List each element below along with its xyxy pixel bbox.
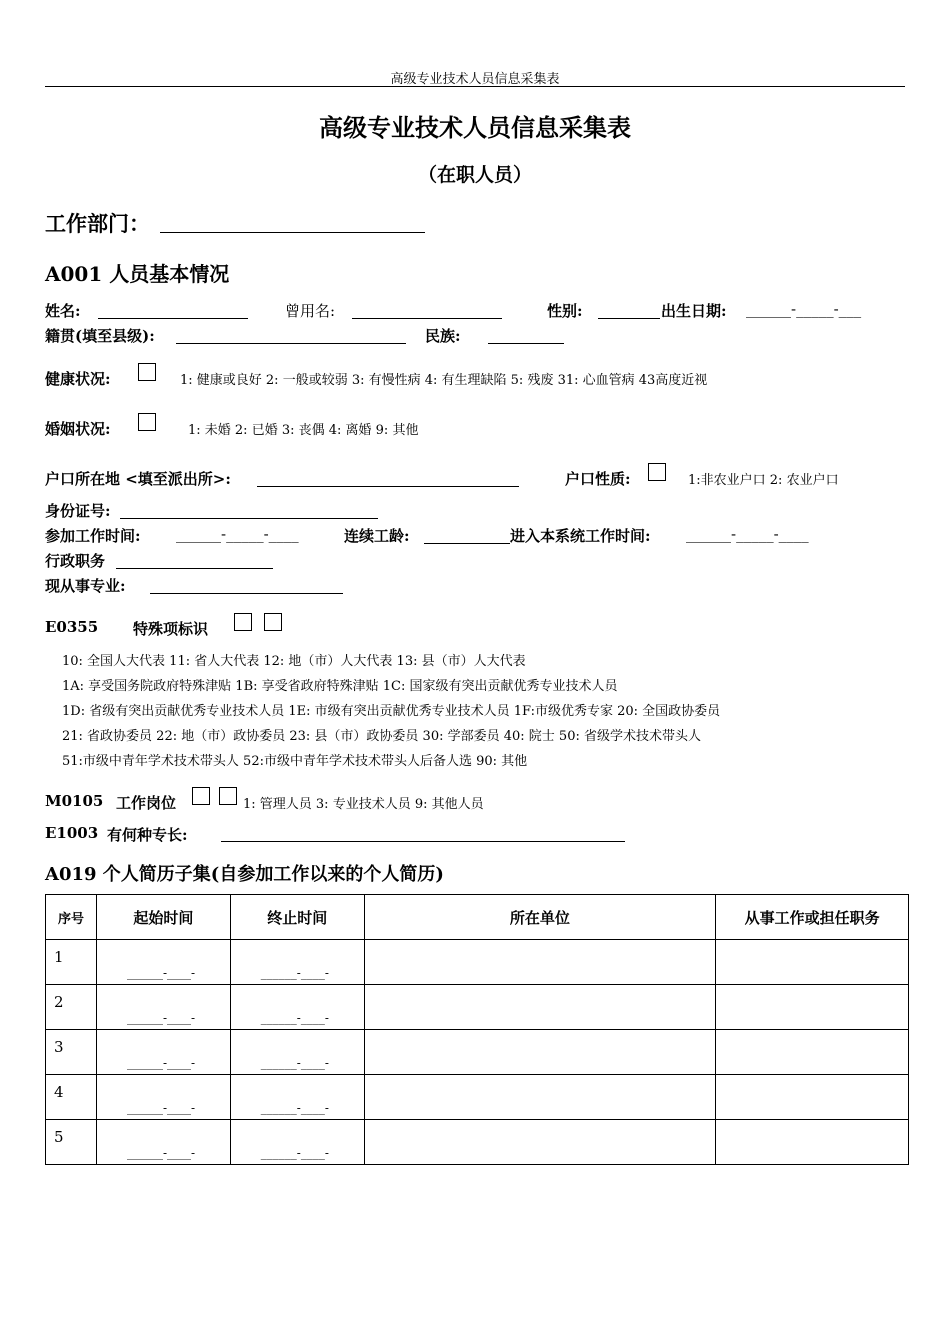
name-label: 姓名: [45, 302, 81, 320]
e0355-line-2: 1A: 享受国务院政府特殊津贴 1B: 享受省政府特殊津贴 1C: 国家级有突出贡献优秀专业技术人员 [62, 679, 618, 694]
work-start-label: 参加工作时间: [45, 527, 141, 545]
table-row [46, 1075, 909, 1120]
end-time-cell[interactable]: ______-____- [230, 940, 364, 985]
section-a019-heading: A019 个人简历子集(自参加工作以来的个人简历) [45, 864, 444, 885]
e1003-label: 有何种专长: [107, 826, 188, 844]
system-entry-label: 进入本系统工作时间: [510, 527, 651, 545]
resume-table [45, 894, 909, 1165]
position-cell[interactable] [716, 985, 909, 1030]
page-subtitle: （在职人员） [417, 164, 532, 186]
marital-label: 婚姻状况: [45, 420, 111, 438]
system-entry-field[interactable]: ______-_____-____ [686, 525, 809, 543]
e0355-code: E0355 [45, 618, 99, 636]
running-header: 高级专业技术人员信息采集表 [390, 72, 560, 87]
end-time-cell[interactable]: ______-____- [230, 1030, 364, 1075]
page-title: 高级专业技术人员信息采集表 [319, 114, 631, 142]
header-organization: 所在单位 [364, 895, 716, 940]
current-specialty-label: 现从事专业: [45, 577, 126, 595]
organization-cell[interactable] [364, 985, 716, 1030]
work-start-field[interactable]: ______-_____-____ [176, 525, 299, 543]
e1003-code: E1003 [45, 824, 99, 842]
m0105-options: 1: 管理人员 3: 专业技术人员 9: 其他人员 [243, 797, 484, 812]
marital-checkbox[interactable] [138, 413, 156, 431]
e1003-field[interactable] [221, 841, 625, 842]
department-label: 工作部门： [45, 212, 150, 236]
table-row [46, 1030, 909, 1075]
id-number-field[interactable] [120, 518, 378, 519]
e0355-checkbox-2[interactable] [264, 613, 282, 631]
end-time-cell[interactable]: ______-____- [230, 1075, 364, 1120]
position-cell[interactable] [716, 1075, 909, 1120]
continuous-years-label: 连续工龄: [344, 527, 410, 545]
position-cell[interactable] [716, 940, 909, 985]
m0105-checkbox-2[interactable] [219, 787, 237, 805]
birth-date-field[interactable]: ______-_____-___ [746, 300, 862, 318]
e0355-checkbox-1[interactable] [234, 613, 252, 631]
marital-options: 1: 未婚 2: 已婚 3: 丧偶 4: 离婚 9: 其他 [188, 423, 419, 438]
former-name-field[interactable] [352, 318, 502, 319]
header-end-time: 终止时间 [230, 895, 364, 940]
start-time-cell[interactable]: ______-____- [96, 940, 230, 985]
row-seq: 3 [46, 1030, 97, 1075]
end-time-cell[interactable]: ______-____- [230, 1120, 364, 1165]
row-seq: 4 [46, 1075, 97, 1120]
e0355-line-3: 1D: 省级有突出贡献优秀专业技术人员 1E: 市级有突出贡献优秀专业技术人员 1F:市级优秀专家 20: 全国政协委员 [62, 704, 721, 719]
name-field[interactable] [98, 318, 248, 319]
header-divider [45, 86, 905, 87]
e0355-line-1: 10: 全国人大代表 11: 省人大代表 12: 地（市）人大代表 13: 县（市）人大代表 [62, 654, 526, 669]
table-row [46, 940, 909, 985]
id-number-label: 身份证号: [45, 502, 111, 520]
household-type-options: 1:非农业户口 2: 农业户口 [688, 473, 839, 488]
continuous-years-field[interactable] [424, 543, 510, 544]
admin-position-label: 行政职务 [45, 552, 106, 570]
organization-cell[interactable] [364, 1030, 716, 1075]
ethnicity-label: 民族: [425, 327, 461, 345]
section-a001-heading: A001 人员基本情况 [45, 262, 230, 286]
admin-position-field[interactable] [116, 568, 273, 569]
start-time-cell[interactable]: ______-____- [96, 1030, 230, 1075]
start-time-cell[interactable]: ______-____- [96, 1120, 230, 1165]
position-cell[interactable] [716, 1030, 909, 1075]
resume-table-header-row [46, 895, 909, 940]
ethnicity-field[interactable] [488, 343, 564, 344]
header-position: 从事工作或担任职务 [716, 895, 909, 940]
row-seq: 5 [46, 1120, 97, 1165]
table-row [46, 985, 909, 1030]
position-cell[interactable] [716, 1120, 909, 1165]
header-start-time: 起始时间 [96, 895, 230, 940]
end-time-cell[interactable]: ______-____- [230, 985, 364, 1030]
household-type-label: 户口性质: [565, 470, 631, 488]
health-checkbox[interactable] [138, 363, 156, 381]
current-specialty-field[interactable] [150, 593, 343, 594]
native-place-label: 籍贯(填至县级): [45, 327, 155, 345]
former-name-label: 曾用名: [285, 302, 336, 320]
m0105-checkbox-1[interactable] [192, 787, 210, 805]
birth-date-label: 出生日期: [661, 302, 727, 320]
table-row [46, 1120, 909, 1165]
m0105-code: M0105 [45, 792, 104, 810]
household-location-label: 户口所在地 <填至派出所>: [45, 470, 231, 488]
department-field[interactable] [160, 232, 425, 233]
e0355-line-5: 51:市级中青年学术技术带头人 52:市级中青年学术技术带头人后备人选 90: 其他 [62, 754, 528, 769]
header-seq: 序号 [46, 895, 97, 940]
e0355-label: 特殊项标识 [133, 620, 209, 638]
m0105-label: 工作岗位 [116, 794, 177, 812]
organization-cell[interactable] [364, 1075, 716, 1120]
health-options: 1: 健康或良好 2: 一般或较弱 3: 有慢性病 4: 有生理缺陷 5: 残废 31: 心血管病 43高度近视 [180, 373, 708, 388]
gender-label: 性别: [547, 302, 583, 320]
gender-field[interactable] [598, 318, 660, 319]
organization-cell[interactable] [364, 1120, 716, 1165]
row-seq: 1 [46, 940, 97, 985]
row-seq: 2 [46, 985, 97, 1030]
household-location-field[interactable] [257, 486, 519, 487]
start-time-cell[interactable]: ______-____- [96, 1075, 230, 1120]
health-label: 健康状况: [45, 370, 111, 388]
organization-cell[interactable] [364, 940, 716, 985]
start-time-cell[interactable]: ______-____- [96, 985, 230, 1030]
e0355-line-4: 21: 省政协委员 22: 地（市）政协委员 23: 县（市）政协委员 30: 学部委员 40: 院士 50: 省级学术技术带头人 [62, 729, 701, 744]
household-type-checkbox[interactable] [648, 463, 666, 481]
native-place-field[interactable] [176, 343, 406, 344]
